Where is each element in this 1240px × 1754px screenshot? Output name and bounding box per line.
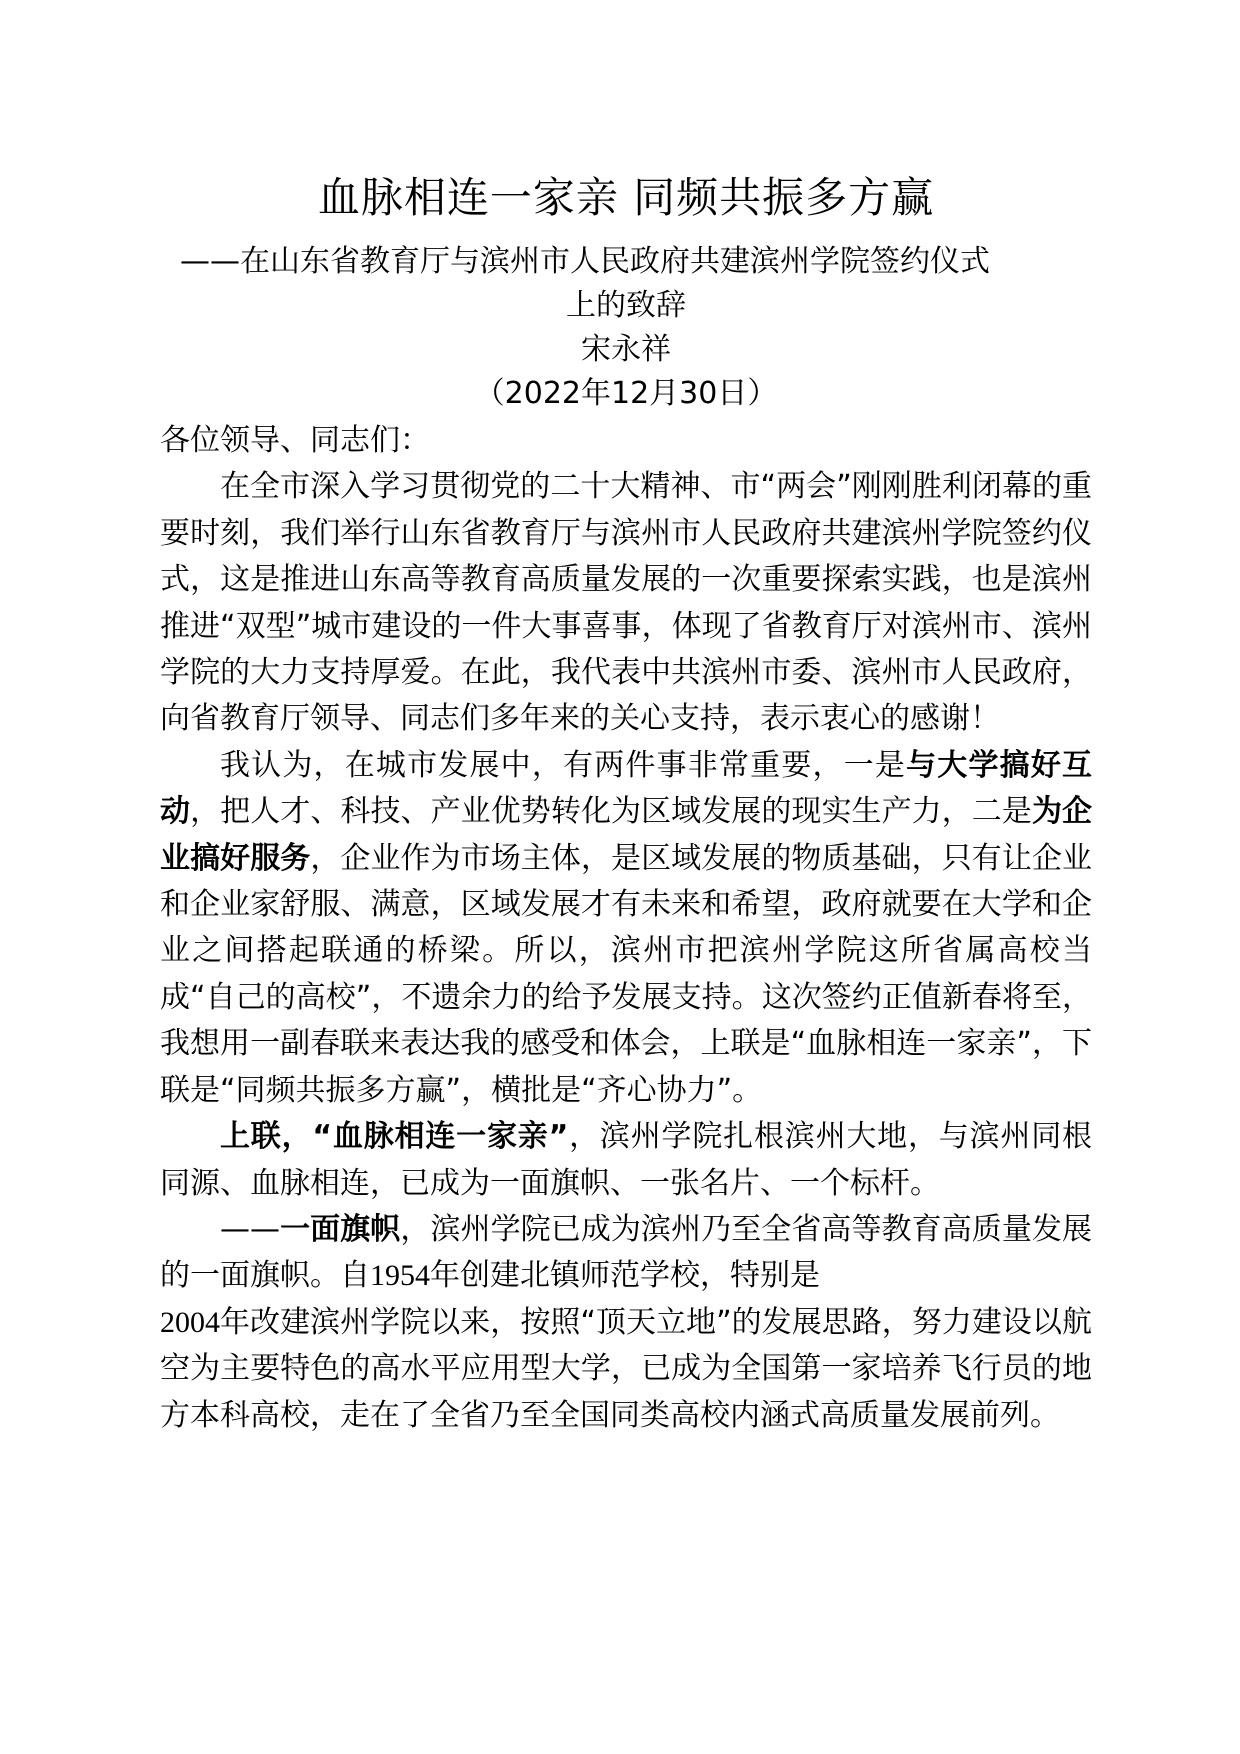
paragraph-2-emphasis-2: 为企业搞好服务: [160, 794, 1093, 876]
paragraph-2: [160, 743, 1092, 1114]
speech-date: （2022年12月30日）: [474, 376, 778, 411]
paragraph-4-year-2004: 2004: [160, 1305, 220, 1339]
paragraph-2-text-b: ，把人才、科技、产业优势转化为区域发展的现实生产力，二是: [190, 794, 1032, 830]
paragraph-4: [160, 1207, 1092, 1439]
paragraph-3-heading: 上联，“血脉相连一家亲”: [220, 1119, 569, 1155]
paragraph-4-text-b: 年创建北镇师范学校，特别是: [430, 1258, 820, 1294]
paragraph-2-emphasis-1: 与大学搞好互动: [160, 747, 1093, 830]
paragraph-1: 在全市深入学习贯彻党的二十大精神、市“两会”刚刚胜利闭幕的重要时刻，我们举行山东省教育厅与滨州市人民政府共建滨州学院签约仪式，这是推进山东高等教育高质量发展的一次重要探索实践，也是滨州推进“双型”城市建设的一件大事喜事，体现了省教育厅对滨州市、滨州学院的大力支持厚爱。在此，我代表中共滨州市委、滨州市人民政府，向省教育厅领导、同志们多年来的关心支持，表示衷心的感谢！: [160, 469, 1092, 737]
paragraph-4-text-c: 年改建滨州学院以来，按照“顶天立地”的发展思路，努力建设以航空为主要特色的高水平应用型大学，已成为全国第一家培养飞行员的地方本科高校，走在了全省乃至全国同类高校内涵式高质量发展前列。: [160, 1304, 1092, 1433]
author-name: 宋永祥: [581, 332, 671, 367]
subtitle-line-1: ——在山东省教育厅与滨州市人民政府共建滨州学院签约仪式: [180, 244, 990, 279]
paragraph-3: [160, 1114, 1092, 1207]
paragraph-2-text-a: 我认为，在城市发展中，有两件事非常重要，一是: [220, 747, 907, 783]
paragraph-4-text-a: ，滨州学院已成为滨州乃至全省高等教育高质量发展的一面旗帜。自: [160, 1211, 1093, 1294]
paragraph-2-text-c: ，企业作为市场主体，是区域发展的物质基础，只有让企业和企业家舒服、满意，区域发展才有未来和希望，政府就要在大学和企业之间搭起联通的桥梁。所以，滨州市把滨州学院这所省属高校当成“自己的高校”，不遗余力的给予发展支持。这次签约正值新春将至，我想用一副春联来表达我的感受和体会，上联是“血脉相连一家亲”，下联是“同频共振多方赢”，横批是“齐心协力”。: [160, 840, 1093, 1108]
subtitle-line-2: 上的致辞: [566, 288, 686, 323]
paragraph-3-text: ，滨州学院扎根滨州大地，与滨州同根同源、血脉相连，已成为一面旗帜、一张名片、一个标杆。: [160, 1119, 1093, 1201]
paragraph-4-dash: ——: [220, 1211, 280, 1247]
salutation: 各位领导、同志们：: [160, 423, 430, 458]
paragraph-4-heading: 一面旗帜: [280, 1211, 401, 1247]
paragraph-4-year-1954: 1954: [370, 1259, 430, 1293]
document-title: 血脉相连一家亲 同频共振多方赢: [317, 173, 935, 222]
